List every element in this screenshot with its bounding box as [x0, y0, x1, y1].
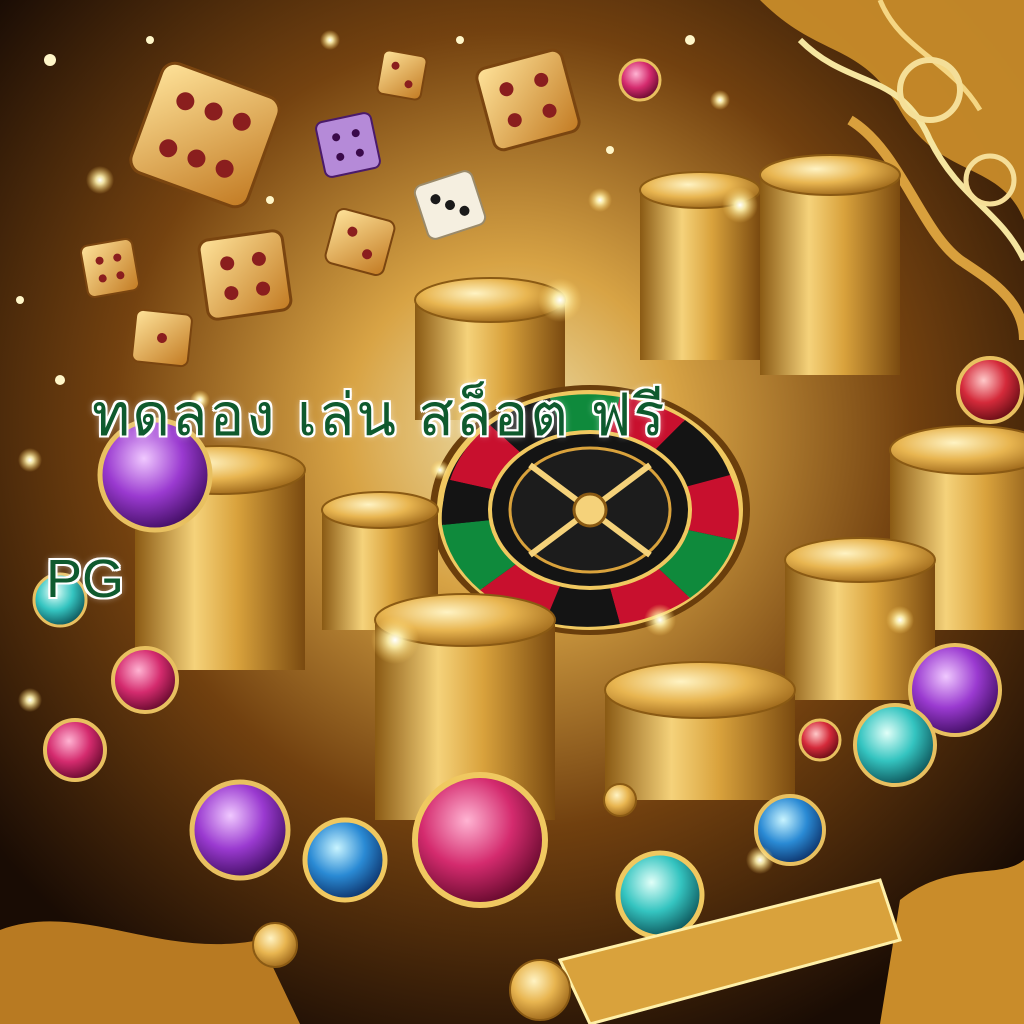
- overlay-tag: PG: [46, 549, 125, 609]
- overlay-headline: ทดลอง เล่น สล็อต ฟรี: [92, 381, 667, 449]
- die-small-top: [377, 50, 428, 101]
- die-lower-left: [131, 309, 192, 367]
- die-far-left: [80, 238, 140, 298]
- die-mid-left: [198, 230, 292, 321]
- die-purple: [315, 112, 381, 178]
